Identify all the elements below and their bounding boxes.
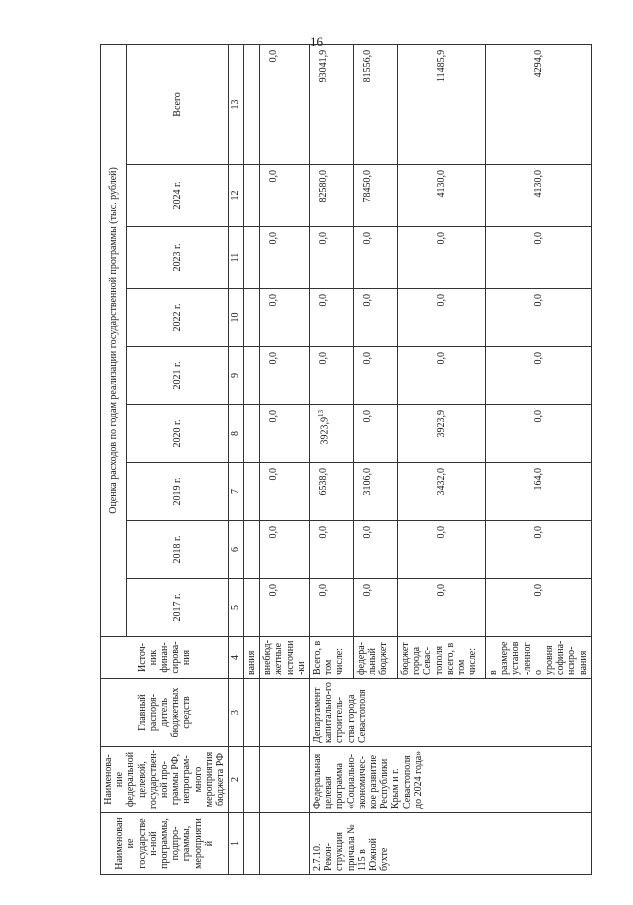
value-cell: 0,0 (398, 579, 486, 637)
header-total: Всего (126, 44, 228, 164)
cell-empty (260, 747, 310, 813)
source-cell: Всего, в том числе: (310, 637, 354, 679)
column-number: 11 (229, 227, 244, 289)
value-cell: 4130,0 (398, 165, 486, 227)
column-number: 8 (229, 405, 244, 463)
value-cell: 0,0 (486, 405, 592, 463)
source-cell: федера-льный бюджет (354, 637, 398, 679)
item-program: Федеральная целевая программа «Социально-экономичес-кое развитие Республики Крым и г. Севастополя до 2024 года» (310, 747, 592, 813)
total-cell: 4294,0 (486, 44, 592, 164)
value-cell (310, 405, 354, 463)
item-name: 2.7.10. Рекон-струкция причала № 115 в Южной бухте (310, 813, 592, 875)
cell-empty (244, 747, 260, 813)
column-numbers-row (229, 44, 244, 874)
header-year: 2024 г. (126, 165, 228, 227)
rotated-table-frame (100, 45, 589, 875)
value-cell: 0,0 (354, 289, 398, 347)
table-row (310, 44, 354, 874)
value-cell: 0,0 (260, 405, 310, 463)
column-number: 13 (229, 44, 244, 164)
cell-empty (244, 463, 260, 521)
value-cell: 0,0 (310, 289, 354, 347)
header-year: 2017 г. (126, 579, 228, 637)
cell-empty (260, 679, 310, 747)
value-cell: 0,0 (310, 347, 354, 405)
value-cell: 0,0 (260, 227, 310, 289)
value-cell: 0,0 (398, 347, 486, 405)
value-cell: 0,0 (310, 521, 354, 579)
value-cell: 0,0 (260, 463, 310, 521)
value-cell: 0,0 (398, 227, 486, 289)
column-number: 7 (229, 463, 244, 521)
cell-empty (244, 405, 260, 463)
header-col1: Наименование государствен-ной программы, подпро-граммы, мероприятий (101, 813, 229, 875)
value-cell: 3432,0 (398, 463, 486, 521)
column-number: 10 (229, 289, 244, 347)
header-year: 2023 г. (126, 227, 228, 289)
value-cell: 0,0 (354, 579, 398, 637)
column-number: 9 (229, 347, 244, 405)
continuation-row (244, 44, 260, 874)
value-cell: 6538,0 (310, 463, 354, 521)
column-number: 12 (229, 165, 244, 227)
cell-empty (244, 813, 260, 875)
cell-empty (244, 679, 260, 747)
column-number: 6 (229, 521, 244, 579)
header-col3: Главный распоря-дитель бюджетных средств (101, 679, 229, 747)
header-year: 2022 г. (126, 289, 228, 347)
value-cell: 0,0 (486, 521, 592, 579)
value-cell: 0,0 (486, 227, 592, 289)
source-cell: бюджет города Севас-тополя всего, в том числе: (398, 637, 486, 679)
column-number: 4 (229, 637, 244, 679)
cell-empty (244, 289, 260, 347)
header-year: 2020 г. (126, 405, 228, 463)
prev-row (260, 44, 310, 874)
value-cell: 0,0 (398, 289, 486, 347)
value-cell: 0,0 (486, 347, 592, 405)
value-cell: 82580,0 (310, 165, 354, 227)
total-cell: 93041,9 (310, 44, 354, 164)
cell-empty (244, 165, 260, 227)
cell-empty (260, 813, 310, 875)
value-cell: 0,0 (354, 347, 398, 405)
item-manager: Департамент капитально-го строитель-ства города Севастополя (310, 679, 592, 747)
cell-empty (244, 521, 260, 579)
source-cell: в размере установ-ленного уровня софина-нсиро-вания (486, 637, 592, 679)
page-number: 16 (310, 34, 323, 49)
value-text: 3923,9 (319, 417, 331, 445)
source-cell: внебюд-жетные источни-ки (260, 637, 310, 679)
footnote-mark: 13 (317, 410, 325, 417)
header-group: Оценка расходов по годам реализации государственной программы (тыс. рублей) (101, 44, 127, 636)
header-col2: Наименова-ние федеральной целевой, государствен-ной про-граммы РФ, непрограм-много мероприятия бюджета РФ (101, 747, 229, 813)
value-cell: 0,0 (486, 289, 592, 347)
column-number: 3 (229, 679, 244, 747)
column-number: 1 (229, 813, 244, 875)
cell-empty (244, 347, 260, 405)
value-cell: 78450,0 (354, 165, 398, 227)
value-cell: 0,0 (486, 579, 592, 637)
value-cell: 0,0 (260, 289, 310, 347)
cell-empty (244, 227, 260, 289)
cell-empty (244, 579, 260, 637)
column-number: 5 (229, 579, 244, 637)
header-year: 2019 г. (126, 463, 228, 521)
total-cell: 0,0 (260, 44, 310, 164)
header-col4: Источ-ник финан-сирова-ния (101, 637, 229, 679)
continuation-source: вания (244, 637, 260, 679)
value-cell: 0,0 (398, 521, 486, 579)
header-year: 2018 г. (126, 521, 228, 579)
value-cell: 4130,0 (486, 165, 592, 227)
value-cell: 0,0 (260, 521, 310, 579)
total-cell: 11485,9 (398, 44, 486, 164)
value-cell: 0,0 (260, 165, 310, 227)
value-cell: 0,0 (354, 227, 398, 289)
column-number: 2 (229, 747, 244, 813)
total-cell: 81556,0 (354, 44, 398, 164)
header-year: 2021 г. (126, 347, 228, 405)
value-cell: 164,0 (486, 463, 592, 521)
value-cell: 0,0 (354, 521, 398, 579)
value-cell: 0,0 (354, 405, 398, 463)
value-cell: 0,0 (260, 347, 310, 405)
value-cell: 0,0 (310, 227, 354, 289)
cell-empty (244, 44, 260, 164)
value-cell: 0,0 (310, 579, 354, 637)
budget-table (100, 44, 592, 875)
value-cell: 3923,9 (398, 405, 486, 463)
value-cell: 3106,0 (354, 463, 398, 521)
value-cell: 0,0 (260, 579, 310, 637)
